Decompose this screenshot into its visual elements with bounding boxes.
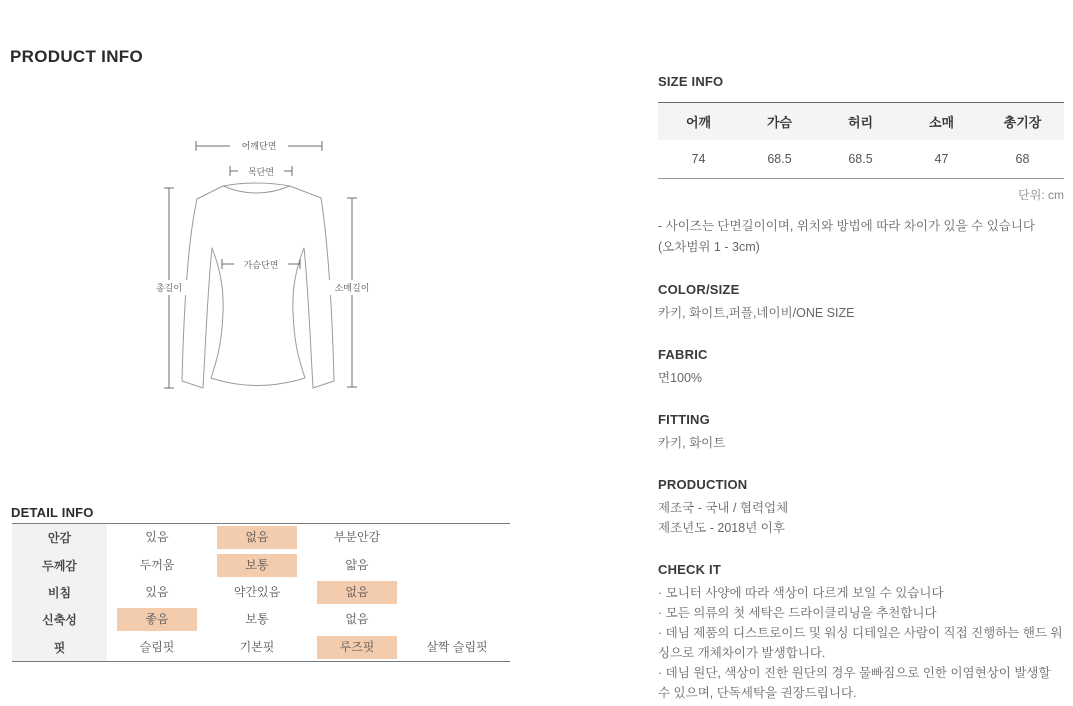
size-notes <box>658 216 1064 258</box>
detail-row-label: 신축성 <box>12 606 107 633</box>
unit-note: 단위: cm <box>1018 188 1064 202</box>
detail-option: 기본핏 <box>239 639 275 654</box>
detail-row <box>12 551 510 578</box>
info-section <box>658 412 1064 453</box>
right-column <box>658 74 1064 703</box>
info-section <box>658 282 1064 323</box>
section-line: 제조년도 - 2018년 이후 <box>658 521 785 535</box>
size-column-header: 어깨 <box>685 115 712 130</box>
detail-row <box>12 634 510 661</box>
section-body <box>658 583 1064 703</box>
total-length-label: 총길이 <box>155 283 183 293</box>
size-column-header: 소매 <box>928 115 955 130</box>
shoulder-measure-line <box>196 138 322 153</box>
sleeve-length-label: 소매길이 <box>334 283 370 293</box>
detail-option: 두꺼움 <box>139 557 175 572</box>
detail-option: 약간있음 <box>233 584 281 599</box>
detail-option-cell <box>207 554 307 577</box>
info-section <box>658 562 1064 703</box>
size-table <box>658 102 1064 179</box>
detail-option-selected: 보통 <box>217 554 297 577</box>
detail-info-title: DETAIL INFO <box>11 504 94 520</box>
section-body <box>658 303 1064 323</box>
section-line: 카키, 화이트 <box>658 436 726 450</box>
chest-measure-label: 가슴단면 <box>243 260 279 270</box>
detail-option: 있음 <box>145 530 169 545</box>
right-sections <box>658 282 1064 703</box>
detail-option-selected: 없음 <box>317 581 397 604</box>
size-value: 68.5 <box>848 152 873 166</box>
detail-row <box>12 524 510 551</box>
detail-row-label: 비침 <box>12 579 107 606</box>
detail-option-cell <box>107 554 207 577</box>
detail-option-cell <box>307 636 407 659</box>
size-note-line: - 사이즈는 단면길이이며, 위치와 방법에 따라 차이가 있을 수 있습니다 <box>658 219 1035 233</box>
detail-table <box>12 523 510 662</box>
detail-option-cell <box>307 554 407 577</box>
detail-option-cell <box>307 608 407 631</box>
detail-option: 살짝 슬림핏 <box>426 639 488 654</box>
size-column-header: 허리 <box>847 115 874 130</box>
section-heading: PRODUCTION <box>658 477 748 492</box>
detail-option: 부분안감 <box>333 530 381 545</box>
info-section <box>658 477 1064 538</box>
info-section <box>658 347 1064 388</box>
section-heading: CHECK IT <box>658 562 721 577</box>
sleeve-length-measure-line <box>329 198 375 387</box>
section-line: 카키, 화이트,퍼플,네이비/ONE SIZE <box>658 306 855 320</box>
detail-option-cell <box>107 526 207 549</box>
detail-option-cell <box>107 608 207 631</box>
section-line: 제조국 - 국내 / 협력업체 <box>658 501 789 515</box>
section-body <box>658 498 1064 538</box>
detail-option-cell <box>207 608 307 631</box>
detail-option-cell <box>207 581 307 604</box>
neck-measure-line <box>230 164 292 178</box>
section-heading: FITTING <box>658 412 710 427</box>
size-column-header: 총기장 <box>1003 115 1042 130</box>
detail-row-label: 핏 <box>12 634 107 661</box>
detail-option-selected: 없음 <box>217 526 297 549</box>
section-body <box>658 433 1064 453</box>
size-column-header: 가슴 <box>766 115 793 130</box>
detail-option-selected: 루즈핏 <box>317 636 397 659</box>
detail-option-cell <box>107 581 207 604</box>
shoulder-measure-label: 어깨단면 <box>241 141 277 151</box>
shirt-outline <box>182 183 334 388</box>
section-body <box>658 368 1064 388</box>
size-info-title: SIZE INFO <box>658 74 724 89</box>
size-value: 68 <box>1015 152 1030 166</box>
section-heading: FABRIC <box>658 347 708 362</box>
section-line: · 데님 원단, 색상이 진한 원단의 경우 물빠짐으로 인한 이염현상이 발생할 수 있으며, 단독세탁을 권장드립니다. <box>658 666 1051 700</box>
detail-option-cell <box>107 636 207 659</box>
detail-row-label: 두께감 <box>12 551 107 578</box>
size-value: 47 <box>934 152 949 166</box>
detail-option-cell <box>207 526 307 549</box>
detail-option: 보통 <box>245 612 269 627</box>
section-heading: COLOR/SIZE <box>658 282 740 297</box>
detail-option-cell <box>207 636 307 659</box>
section-line: 면100% <box>658 371 703 385</box>
neck-measure-label: 목단면 <box>247 167 275 177</box>
chest-measure-line <box>222 257 300 271</box>
detail-option-cell <box>307 581 407 604</box>
size-table-value-row <box>658 140 1064 178</box>
detail-row <box>12 606 510 633</box>
size-value: 68.5 <box>767 152 792 166</box>
detail-option: 얇음 <box>345 557 369 572</box>
section-line: · 모든 의류의 첫 세탁은 드라이클리닝을 추천합니다 <box>658 606 937 620</box>
section-line: · 모니터 사양에 따라 색상이 다르게 보일 수 있습니다 <box>658 586 944 600</box>
size-note-line: (오차범위 1 - 3cm) <box>658 240 760 254</box>
detail-option: 있음 <box>145 584 169 599</box>
section-line: · 데님 제품의 디스트로이드 및 워싱 디테일은 사람이 직접 진행하는 핸드 워싱으로 개체차이가 발생합니다. <box>658 626 1063 660</box>
detail-row <box>12 579 510 606</box>
detail-option: 없음 <box>345 612 369 627</box>
garment-diagram <box>145 120 435 420</box>
detail-option: 슬림핏 <box>139 639 175 654</box>
size-value: 74 <box>691 152 706 166</box>
detail-row-label: 안감 <box>12 524 107 551</box>
page-title: PRODUCT INFO <box>10 47 143 67</box>
detail-option-selected: 좋음 <box>117 608 197 631</box>
detail-option-cell <box>407 636 507 659</box>
size-table-header-row <box>658 103 1064 140</box>
detail-option-cell <box>307 526 407 549</box>
